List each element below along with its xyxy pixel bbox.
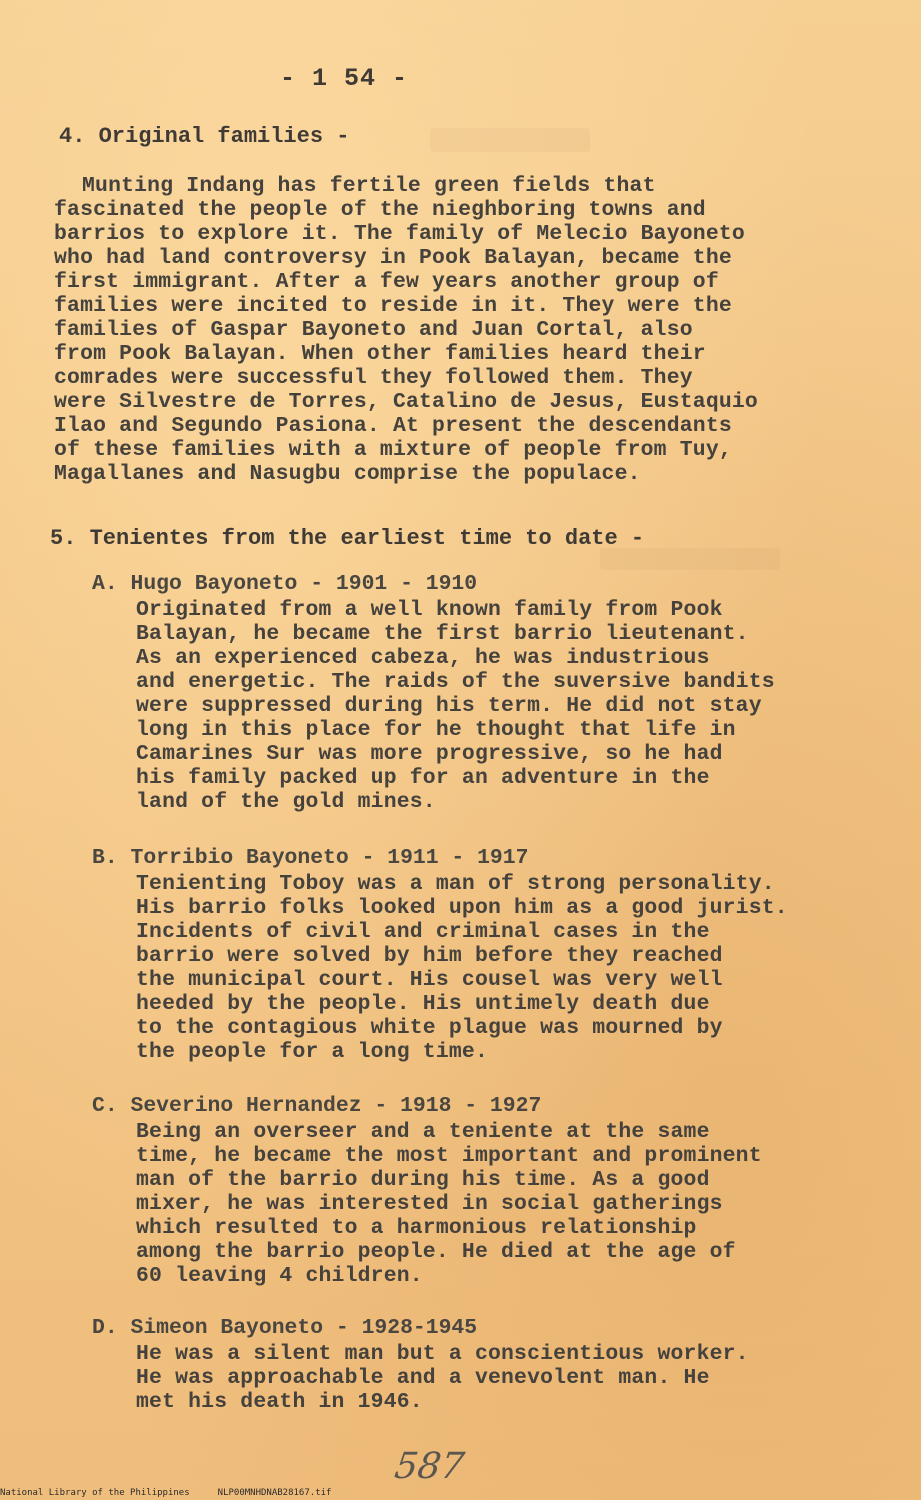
text-line: He was approachable and a venevolent man. He bbox=[136, 1366, 710, 1390]
text-line: Balayan, he became the first barrio lieutenant. bbox=[136, 622, 749, 646]
bleed-through-mark bbox=[430, 128, 590, 152]
text-line: who had land controversy in Pook Balayan, became the bbox=[54, 246, 732, 270]
section-4-heading: 4. Original families - bbox=[59, 124, 350, 149]
text-line: met his death in 1946. bbox=[136, 1390, 423, 1414]
text-line: long in this place for he thought that life in bbox=[136, 718, 736, 742]
text-line: 60 leaving 4 children. bbox=[136, 1264, 423, 1288]
text-line: families were incited to reside in it. They were the bbox=[54, 294, 732, 318]
bleed-through-mark bbox=[600, 548, 780, 570]
footer-filename: NLP00MNHDNAB28167.tif bbox=[217, 1488, 332, 1498]
footer-source: National Library of the Philippines bbox=[0, 1488, 190, 1498]
text-line: Being an overseer and a teniente at the same bbox=[136, 1120, 710, 1144]
text-line: the municipal court. His cousel was very well bbox=[136, 968, 723, 992]
text-line: He was a silent man but a conscientious worker. bbox=[136, 1342, 749, 1366]
text-line: of these families with a mixture of people from Tuy, bbox=[54, 438, 732, 462]
entry-d-body bbox=[136, 1342, 749, 1414]
text-line: barrio were solved by him before they reached bbox=[136, 944, 723, 968]
text-line: heeded by the people. His untimely death due bbox=[136, 992, 710, 1016]
entry-a-title: A. Hugo Bayoneto - 1901 - 1910 bbox=[92, 572, 478, 596]
text-line: Camarines Sur was more progressive, so he had bbox=[136, 742, 723, 766]
scan-footer bbox=[0, 1488, 359, 1498]
text-line: the people for a long time. bbox=[136, 1040, 488, 1064]
section-4-paragraph bbox=[54, 174, 758, 486]
section-5-heading: 5. Tenientes from the earliest time to date - bbox=[50, 526, 645, 551]
text-line: were Silvestre de Torres, Catalino de Jesus, Eustaquio bbox=[54, 390, 758, 414]
text-line: were suppressed during his term. He did not stay bbox=[136, 694, 762, 718]
text-line: As an experienced cabeza, he was industrious bbox=[136, 646, 710, 670]
text-line: mixer, he was interested in social gatherings bbox=[136, 1192, 723, 1216]
text-line: fascinated the people of the nieghboring towns and bbox=[54, 198, 706, 222]
text-line: man of the barrio during his time. As a good bbox=[136, 1168, 710, 1192]
entry-a-body bbox=[136, 598, 775, 814]
text-line: Tenienting Toboy was a man of strong personality. bbox=[136, 872, 775, 896]
text-line: to the contagious white plague was mourned by bbox=[136, 1016, 723, 1040]
text-line: and energetic. The raids of the suversive bandits bbox=[136, 670, 775, 694]
page-number: - 1 54 - bbox=[280, 64, 409, 93]
text-line: Incidents of civil and criminal cases in the bbox=[136, 920, 710, 944]
text-line: land of the gold mines. bbox=[136, 790, 436, 814]
entry-b-title: B. Torribio Bayoneto - 1911 - 1917 bbox=[92, 846, 529, 870]
text-line: His barrio folks looked upon him as a good jurist. bbox=[136, 896, 788, 920]
entry-b-body bbox=[136, 872, 788, 1064]
text-line: Originated from a well known family from Pook bbox=[136, 598, 723, 622]
handwritten-folio-number: 587 bbox=[392, 1446, 467, 1487]
text-line: families of Gaspar Bayoneto and Juan Cortal, also bbox=[54, 318, 693, 342]
text-line: first immigrant. After a few years another group of bbox=[54, 270, 719, 294]
text-line: Munting Indang has fertile green fields that bbox=[82, 174, 656, 198]
text-line: among the barrio people. He died at the age of bbox=[136, 1240, 736, 1264]
text-line: his family packed up for an adventure in the bbox=[136, 766, 710, 790]
text-line: time, he became the most important and prominent bbox=[136, 1144, 762, 1168]
text-line: barrios to explore it. The family of Melecio Bayoneto bbox=[54, 222, 745, 246]
entry-c-title: C. Severino Hernandez - 1918 - 1927 bbox=[92, 1094, 542, 1118]
text-line: from Pook Balayan. When other families heard their bbox=[54, 342, 706, 366]
text-line: which resulted to a harmonious relationship bbox=[136, 1216, 697, 1240]
text-line: comrades were successful they followed them. They bbox=[54, 366, 693, 390]
text-line: Magallanes and Nasugbu comprise the populace. bbox=[54, 462, 641, 486]
entry-d-title: D. Simeon Bayoneto - 1928-1945 bbox=[92, 1316, 478, 1340]
text-line: Ilao and Segundo Pasiona. At present the descendants bbox=[54, 414, 732, 438]
entry-c-body bbox=[136, 1120, 762, 1288]
